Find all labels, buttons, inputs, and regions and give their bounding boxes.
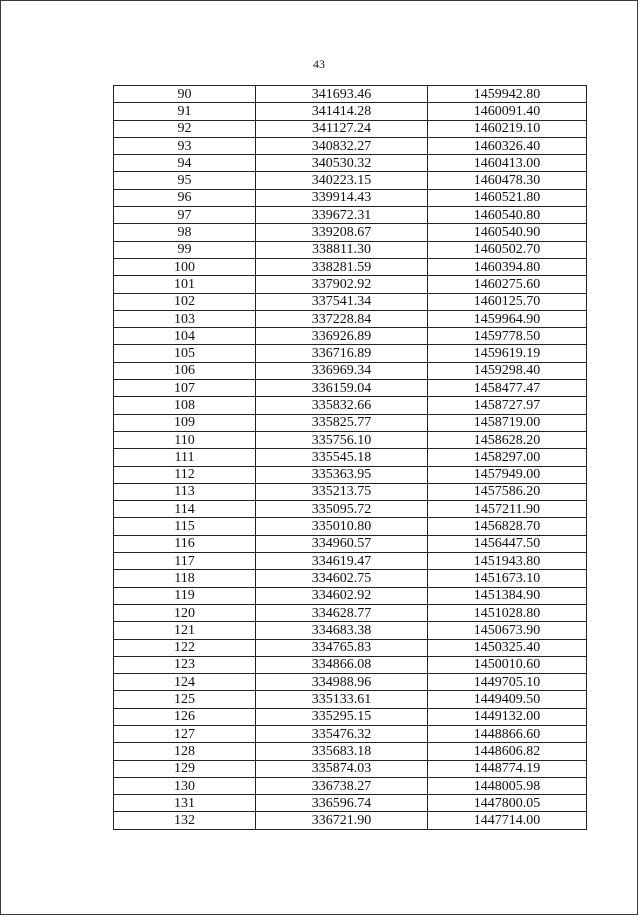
point-number-cell: 130 — [114, 777, 256, 794]
x-coordinate-cell: 341127.24 — [256, 120, 428, 137]
x-coordinate-cell: 334602.92 — [256, 587, 428, 604]
table-row — [114, 224, 587, 241]
x-coordinate-cell: 336159.04 — [256, 380, 428, 397]
y-coordinate-cell: 1460521.80 — [428, 189, 587, 206]
table-row — [114, 725, 587, 742]
x-coordinate-cell: 334683.38 — [256, 622, 428, 639]
x-coordinate-cell: 335683.18 — [256, 743, 428, 760]
x-coordinate-cell: 339208.67 — [256, 224, 428, 241]
point-number-cell: 94 — [114, 155, 256, 172]
coordinate-table — [113, 85, 587, 830]
y-coordinate-cell: 1451943.80 — [428, 553, 587, 570]
point-number-cell: 102 — [114, 293, 256, 310]
table-row — [114, 708, 587, 725]
point-number-cell: 100 — [114, 258, 256, 275]
y-coordinate-cell: 1460394.80 — [428, 258, 587, 275]
table-row — [114, 137, 587, 154]
table-row — [114, 466, 587, 483]
x-coordinate-cell: 334619.47 — [256, 553, 428, 570]
point-number-cell: 113 — [114, 483, 256, 500]
y-coordinate-cell: 1447714.00 — [428, 812, 587, 829]
x-coordinate-cell: 336716.89 — [256, 345, 428, 362]
point-number-cell: 91 — [114, 103, 256, 120]
point-number-cell: 118 — [114, 570, 256, 587]
x-coordinate-cell: 335213.75 — [256, 483, 428, 500]
point-number-cell: 129 — [114, 760, 256, 777]
table-row — [114, 207, 587, 224]
page-number: 43 — [313, 57, 325, 71]
table-row — [114, 120, 587, 137]
table-row — [114, 258, 587, 275]
table-row — [114, 743, 587, 760]
y-coordinate-cell: 1460502.70 — [428, 241, 587, 258]
point-number-cell: 105 — [114, 345, 256, 362]
table-row — [114, 570, 587, 587]
point-number-cell: 132 — [114, 812, 256, 829]
table-row — [114, 639, 587, 656]
y-coordinate-cell: 1460219.10 — [428, 120, 587, 137]
y-coordinate-cell: 1460540.80 — [428, 207, 587, 224]
point-number-cell: 119 — [114, 587, 256, 604]
point-number-cell: 98 — [114, 224, 256, 241]
y-coordinate-cell: 1449409.50 — [428, 691, 587, 708]
x-coordinate-cell: 335874.03 — [256, 760, 428, 777]
y-coordinate-cell: 1458628.20 — [428, 431, 587, 448]
y-coordinate-cell: 1457211.90 — [428, 501, 587, 518]
table-row — [114, 587, 587, 604]
y-coordinate-cell: 1448005.98 — [428, 777, 587, 794]
table-row — [114, 310, 587, 327]
x-coordinate-cell: 336969.34 — [256, 362, 428, 379]
x-coordinate-cell: 334866.08 — [256, 656, 428, 673]
table-row — [114, 414, 587, 431]
table-row — [114, 812, 587, 829]
y-coordinate-cell: 1448866.60 — [428, 725, 587, 742]
x-coordinate-cell: 339672.31 — [256, 207, 428, 224]
point-number-cell: 93 — [114, 137, 256, 154]
x-coordinate-cell: 335010.80 — [256, 518, 428, 535]
x-coordinate-cell: 337541.34 — [256, 293, 428, 310]
point-number-cell: 120 — [114, 604, 256, 621]
point-number-cell: 125 — [114, 691, 256, 708]
point-number-cell: 108 — [114, 397, 256, 414]
y-coordinate-cell: 1460326.40 — [428, 137, 587, 154]
table-row — [114, 674, 587, 691]
y-coordinate-cell: 1451673.10 — [428, 570, 587, 587]
x-coordinate-cell: 340530.32 — [256, 155, 428, 172]
x-coordinate-cell: 334960.57 — [256, 535, 428, 552]
table-row — [114, 518, 587, 535]
x-coordinate-cell: 336596.74 — [256, 795, 428, 812]
y-coordinate-cell: 1460413.00 — [428, 155, 587, 172]
point-number-cell: 123 — [114, 656, 256, 673]
x-coordinate-cell: 334628.77 — [256, 604, 428, 621]
point-number-cell: 121 — [114, 622, 256, 639]
table-row — [114, 656, 587, 673]
table-row — [114, 691, 587, 708]
point-number-cell: 95 — [114, 172, 256, 189]
point-number-cell: 109 — [114, 414, 256, 431]
table-row — [114, 397, 587, 414]
y-coordinate-cell: 1449132.00 — [428, 708, 587, 725]
table-row — [114, 553, 587, 570]
x-coordinate-cell: 337902.92 — [256, 276, 428, 293]
y-coordinate-cell: 1460125.70 — [428, 293, 587, 310]
point-number-cell: 131 — [114, 795, 256, 812]
x-coordinate-cell: 340223.15 — [256, 172, 428, 189]
point-number-cell: 128 — [114, 743, 256, 760]
point-number-cell: 97 — [114, 207, 256, 224]
y-coordinate-cell: 1448606.82 — [428, 743, 587, 760]
point-number-cell: 99 — [114, 241, 256, 258]
table-row — [114, 276, 587, 293]
point-number-cell: 90 — [114, 86, 256, 103]
x-coordinate-cell: 337228.84 — [256, 310, 428, 327]
y-coordinate-cell: 1457949.00 — [428, 466, 587, 483]
y-coordinate-cell: 1460275.60 — [428, 276, 587, 293]
point-number-cell: 117 — [114, 553, 256, 570]
y-coordinate-cell: 1450673.90 — [428, 622, 587, 639]
x-coordinate-cell: 334765.83 — [256, 639, 428, 656]
point-number-cell: 127 — [114, 725, 256, 742]
table-row — [114, 380, 587, 397]
table-row — [114, 483, 587, 500]
y-coordinate-cell: 1450010.60 — [428, 656, 587, 673]
table-row — [114, 622, 587, 639]
table-row — [114, 293, 587, 310]
x-coordinate-cell: 335756.10 — [256, 431, 428, 448]
table-row — [114, 535, 587, 552]
point-number-cell: 114 — [114, 501, 256, 518]
y-coordinate-cell: 1447800.05 — [428, 795, 587, 812]
x-coordinate-cell: 338811.30 — [256, 241, 428, 258]
table-row — [114, 172, 587, 189]
point-number-cell: 106 — [114, 362, 256, 379]
x-coordinate-cell: 336721.90 — [256, 812, 428, 829]
table-row — [114, 241, 587, 258]
y-coordinate-cell: 1458719.00 — [428, 414, 587, 431]
point-number-cell: 126 — [114, 708, 256, 725]
point-number-cell: 103 — [114, 310, 256, 327]
y-coordinate-cell: 1449705.10 — [428, 674, 587, 691]
x-coordinate-cell: 341693.46 — [256, 86, 428, 103]
table-row — [114, 449, 587, 466]
table-row — [114, 431, 587, 448]
x-coordinate-cell: 340832.27 — [256, 137, 428, 154]
y-coordinate-cell: 1456447.50 — [428, 535, 587, 552]
y-coordinate-cell: 1459964.90 — [428, 310, 587, 327]
x-coordinate-cell: 335295.15 — [256, 708, 428, 725]
y-coordinate-cell: 1458477.47 — [428, 380, 587, 397]
x-coordinate-cell: 335133.61 — [256, 691, 428, 708]
y-coordinate-cell: 1460540.90 — [428, 224, 587, 241]
table-row — [114, 155, 587, 172]
x-coordinate-cell: 335832.66 — [256, 397, 428, 414]
table-row — [114, 760, 587, 777]
table-row — [114, 777, 587, 794]
point-number-cell: 96 — [114, 189, 256, 206]
x-coordinate-cell: 335095.72 — [256, 501, 428, 518]
table-row — [114, 604, 587, 621]
point-number-cell: 122 — [114, 639, 256, 656]
x-coordinate-cell: 336926.89 — [256, 328, 428, 345]
x-coordinate-cell: 336738.27 — [256, 777, 428, 794]
point-number-cell: 124 — [114, 674, 256, 691]
y-coordinate-cell: 1459619.19 — [428, 345, 587, 362]
table-row — [114, 328, 587, 345]
point-number-cell: 101 — [114, 276, 256, 293]
y-coordinate-cell: 1458297.00 — [428, 449, 587, 466]
point-number-cell: 115 — [114, 518, 256, 535]
y-coordinate-cell: 1457586.20 — [428, 483, 587, 500]
x-coordinate-cell: 335363.95 — [256, 466, 428, 483]
y-coordinate-cell: 1458727.97 — [428, 397, 587, 414]
x-coordinate-cell: 334988.96 — [256, 674, 428, 691]
x-coordinate-cell: 335476.32 — [256, 725, 428, 742]
table-row — [114, 501, 587, 518]
coordinate-table-body — [114, 86, 587, 830]
x-coordinate-cell: 335825.77 — [256, 414, 428, 431]
y-coordinate-cell: 1459778.50 — [428, 328, 587, 345]
y-coordinate-cell: 1459298.40 — [428, 362, 587, 379]
table-row — [114, 86, 587, 103]
y-coordinate-cell: 1460091.40 — [428, 103, 587, 120]
x-coordinate-cell: 339914.43 — [256, 189, 428, 206]
x-coordinate-cell: 334602.75 — [256, 570, 428, 587]
point-number-cell: 116 — [114, 535, 256, 552]
point-number-cell: 92 — [114, 120, 256, 137]
y-coordinate-cell: 1460478.30 — [428, 172, 587, 189]
y-coordinate-cell: 1451384.90 — [428, 587, 587, 604]
x-coordinate-cell: 335545.18 — [256, 449, 428, 466]
point-number-cell: 112 — [114, 466, 256, 483]
x-coordinate-cell: 341414.28 — [256, 103, 428, 120]
point-number-cell: 107 — [114, 380, 256, 397]
table-row — [114, 103, 587, 120]
y-coordinate-cell: 1451028.80 — [428, 604, 587, 621]
table-row — [114, 362, 587, 379]
y-coordinate-cell: 1450325.40 — [428, 639, 587, 656]
x-coordinate-cell: 338281.59 — [256, 258, 428, 275]
table-row — [114, 795, 587, 812]
table-row — [114, 345, 587, 362]
y-coordinate-cell: 1448774.19 — [428, 760, 587, 777]
point-number-cell: 104 — [114, 328, 256, 345]
point-number-cell: 111 — [114, 449, 256, 466]
point-number-cell: 110 — [114, 431, 256, 448]
y-coordinate-cell: 1456828.70 — [428, 518, 587, 535]
y-coordinate-cell: 1459942.80 — [428, 86, 587, 103]
table-row — [114, 189, 587, 206]
